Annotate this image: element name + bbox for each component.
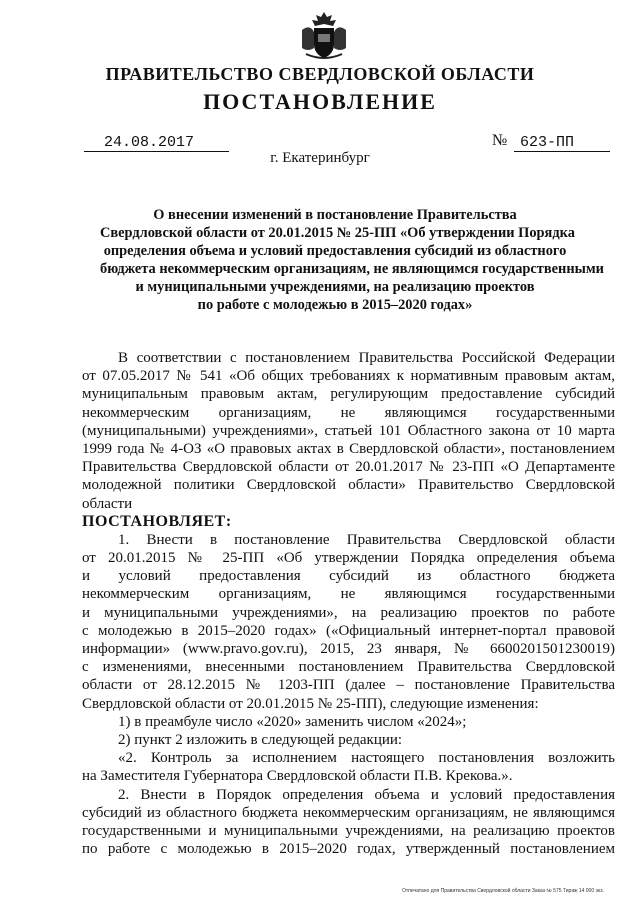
- body-line: 2) пункт 2 изложить в следующей редакции:: [118, 731, 403, 748]
- body-line: (муниципальными) учреждениями», статьей 101 Областного закона от 10 марта: [82, 422, 615, 439]
- body-line: Правительства Свердловской области от 20.01.2017 № 23-ПП «О Департаменте: [82, 459, 615, 476]
- body-line: области: [82, 495, 133, 512]
- body-line: области от 28.12.2015 № 1203-ПП (далее – постановление Правительства: [82, 677, 615, 694]
- body-line: субсидий из областного бюджета некоммерческим организациям, не являющимся: [82, 804, 615, 821]
- title-line: Свердловской области от 20.01.2015 № 25-ПП «Об утверждении Порядка: [100, 225, 575, 241]
- body-line: «2. Контроль за исполнением настоящего постановления возложить: [118, 750, 615, 767]
- title-line: по работе с молодежью в 2015–2020 годах»: [197, 297, 473, 313]
- body-line: и муниципальными учреждениями», на реализацию проектов по работе: [82, 604, 615, 621]
- document-title: [100, 206, 604, 314]
- document-type: ПОСТАНОВЛЕНИЕ: [203, 89, 437, 114]
- body-line: 2. Внести в Порядок определения объема и условий предоставления: [118, 786, 615, 803]
- document-date: 24.08.2017: [84, 134, 229, 152]
- body-line: В соответствии с постановлением Правительства Российской Федерации: [118, 350, 615, 366]
- body-line: с изменениями, внесенными постановлением Правительства Свердловской: [82, 659, 615, 676]
- body-line: на Заместителя Губернатора Свердловской области П.В. Крекова.».: [82, 768, 513, 785]
- body-line: 1) в преамбуле число «2020» заменить числом «2024»;: [118, 713, 467, 730]
- body-line: 1. Внести в постановление Правительства Свердловской области: [118, 531, 615, 548]
- body-line: муниципальным правовым актам, регулирующим предоставление субсидий: [82, 386, 615, 403]
- document-body: [82, 349, 615, 858]
- city-name: г. Екатеринбург: [270, 150, 370, 166]
- title-line: О внесении изменений в постановление Правительства: [153, 207, 517, 223]
- organization-name: ПРАВИТЕЛЬСТВО СВЕРДЛОВСКОЙ ОБЛАСТИ: [105, 64, 535, 84]
- body-line: молодежной политики Свердловской области» Правительство Свердловской: [82, 477, 615, 494]
- body-line: от 20.01.2015 № 25-ПП «Об утверждении Порядка определения объема: [82, 550, 615, 567]
- resolution-heading: ПОСТАНОВЛЯЕТ:: [82, 512, 232, 530]
- body-line: информации» (www.pravo.gov.ru), 2015, 23 января, № 6600201501230019): [82, 641, 615, 657]
- body-line: государственными и муниципальными учреждениями, на реализацию проектов: [82, 822, 615, 839]
- coat-of-arms-icon: [296, 8, 352, 62]
- title-line: определения объема и условий предоставления субсидий из областного: [103, 243, 567, 259]
- body-line: с молодежью в 2015–2020 годах» («Официальный интернет-портал правовой: [82, 622, 615, 639]
- title-line: бюджета некоммерческим организациям, не являющимся государственными: [100, 261, 604, 277]
- body-line: некоммерческим организациям, не являющимся государственными: [82, 404, 615, 421]
- number-label: №: [492, 132, 508, 149]
- body-line: 1999 года № 4-ОЗ «О правовых актах в Свердловской области», постановлением: [82, 440, 615, 457]
- body-line: от 07.05.2017 № 541 «Об общих требованиях к нормативным правовым актам,: [82, 368, 615, 385]
- body-line: и условий предоставления субсидий из областного бюджета: [82, 568, 615, 585]
- document-number: 623-ПП: [514, 134, 610, 152]
- body-line: некоммерческим организациям, не являющимся государственными: [82, 586, 615, 603]
- title-line: и муниципальными учреждениями, на реализацию проектов: [135, 279, 535, 295]
- print-footer: Отпечатано для Правительства Свердловской области Заказ № 575 Тираж 14 000 экз.: [402, 888, 604, 894]
- body-line: Свердловской области от 20.01.2015 № 25-ПП), следующие изменения:: [82, 695, 539, 712]
- body-line: по работе с молодежью в 2015–2020 годах, утвержденный постановлением: [82, 841, 615, 858]
